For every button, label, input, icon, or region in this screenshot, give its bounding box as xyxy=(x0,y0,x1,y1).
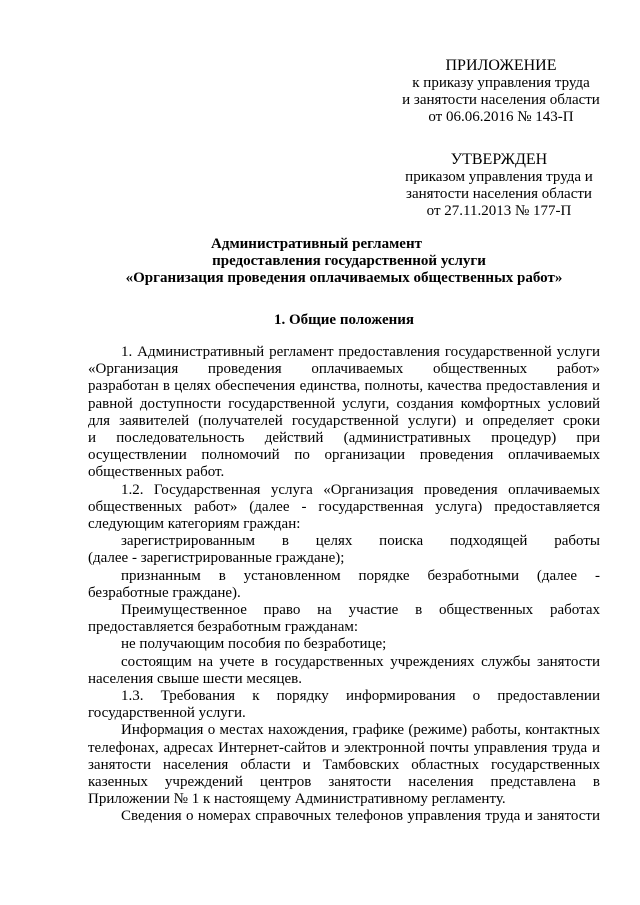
body-line: и последовательность действий (административных процедур) при xyxy=(88,430,600,447)
body-line: разработан в целях обеспечения единства, полноты, качества предоставления и xyxy=(88,378,600,395)
body-line: для заявителей (получателей государственной услуги) и определяет сроки xyxy=(88,412,600,429)
approval-line: приказом управления труда и xyxy=(405,169,593,185)
body-line: Приложении № 1 к настоящему Административному регламенту. xyxy=(88,791,506,808)
appendix-block xyxy=(396,56,606,127)
approval-block xyxy=(392,150,606,221)
body-line: осуществлении полномочий по организации проведения оплачиваемых xyxy=(88,447,600,464)
document-body xyxy=(88,344,600,826)
title-line: Административный регламент xyxy=(211,236,422,252)
appendix-line: и занятости населения области xyxy=(402,92,600,109)
body-line: Информация о местах нахождения, графике (режиме) работы, контактных xyxy=(121,722,600,739)
body-line: признанным в установленном порядке безработными (далее - xyxy=(121,567,600,584)
appendix-line: к приказу управления труда xyxy=(412,75,590,91)
body-line: (далее - зарегистрированные граждане); xyxy=(88,550,345,567)
body-line: следующим категориям граждан: xyxy=(88,516,301,533)
body-line: телефонах, адресах Интернет-сайтов и электронной почты управления труда и xyxy=(88,739,600,756)
body-line: 1. Административный регламент предоставления государственной услуги xyxy=(121,344,600,360)
body-line: «Организация проведения оплачиваемых общественных работ» xyxy=(88,361,600,378)
approval-line: от 27.11.2013 № 177-П xyxy=(426,203,572,220)
body-line: безработные граждане). xyxy=(88,584,241,601)
title-line: «Организация проведения оплачиваемых общественных работ» xyxy=(125,270,563,287)
approval-title: УТВЕРЖДЕН xyxy=(450,151,548,168)
appendix-title: ПРИЛОЖЕНИЕ xyxy=(445,57,557,74)
document-title xyxy=(88,236,600,288)
body-line: Сведения о номерах справочных телефонов управления труда и занятости xyxy=(121,808,600,825)
body-line: занятости населения области и Тамбовских областных государственных xyxy=(88,756,600,773)
body-line: населения свыше шести месяцев. xyxy=(88,670,302,687)
body-line: общественных работ. xyxy=(88,464,225,481)
approval-line: занятости населения области xyxy=(406,186,592,203)
title-line: предоставления государственной услуги xyxy=(212,253,486,270)
body-line: состоящим на учете в государственных учреждениях службы занятости xyxy=(121,653,600,670)
body-line: не получающим пособия по безработице; xyxy=(121,636,387,653)
appendix-line: от 06.06.2016 № 143-П xyxy=(428,109,574,126)
body-line: 1.2. Государственная услуга «Организация проведения оплачиваемых xyxy=(121,481,600,498)
body-line: предоставляется безработным гражданам: xyxy=(88,619,359,636)
body-line: 1.3. Требования к порядку информирования о предоставлении xyxy=(121,688,600,705)
body-line: казенных учреждений центров занятости населения представлена в xyxy=(88,774,600,791)
body-line: Преимущественное право на участие в общественных работах xyxy=(121,602,600,619)
body-line: равной доступности государственной услуги, создания комфортных условий xyxy=(88,395,600,412)
body-line: зарегистрированным в целях поиска подходящей работы xyxy=(121,533,600,550)
body-line: государственной услуги. xyxy=(88,705,246,722)
body-line: общественных работ» (далее - государственная услуга) предоставляется xyxy=(88,498,600,515)
section-heading: 1. Общие положения xyxy=(273,312,415,328)
